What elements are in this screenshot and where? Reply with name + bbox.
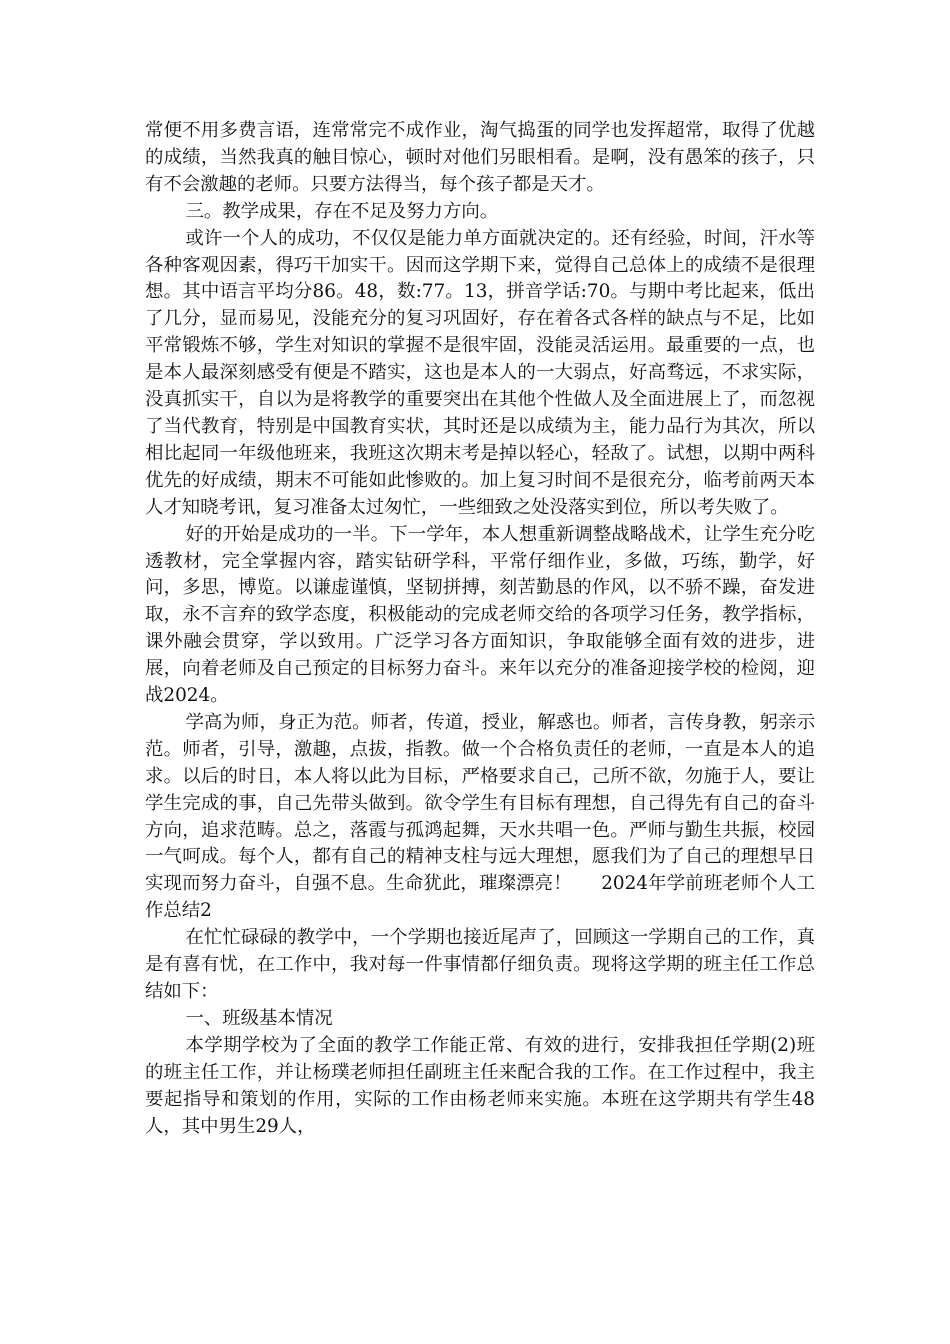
section-heading-class-info: 一、班级基本情况 (185, 1007, 333, 1029)
section-heading-results: 三。教学成果，存在不足及努力方向。 (185, 200, 499, 222)
paragraph-next-year-plan: 好的开始是成功的一半。下一学年，本人想重新调整战略战术，让学生充分吃透教材，完全掌握内容，踏实钻研学科，平常仔细作业，多做，巧练，勤学，好问，多思，博览。以谦虚谨慎，坚韧拼搏，刻苦勤恳的作风，以不骄不躁，奋发进取，永不言弃的致学态度，积极能动的完成老师交给的各项学习任务，教学指标，课外融会贯穿，学以致用。广泛学习各方面知识，争取能够全面有效的进步，进展，向着老师及自己预定的目标努力奋斗。来年以充分的准备迎接学校的检阅，迎战2024。 (145, 523, 815, 707)
document-title-part-2: 2024年学前班老师个人工作总结2 (145, 873, 815, 922)
document-page (145, 118, 815, 1140)
paragraph-class-info: 本学期学校为了全面的教学工作能正常、有效的进行，安排我担任学期(2)班的班主任工作，并让杨璞老师担任副班主任来配合我的工作。在工作过程中，我主要起指导和策划的作用，实际的工作由杨老师来实施。本班在这学期共有学生48人，其中男生29人， (145, 1034, 815, 1137)
paragraph-teacher-ideals-text: 学高为师，身正为范。师者，传道，授业，解惑也。师者，言传身教，躬亲示范。师者，引导，激趣，点拔，指教。做一个合格负责任的老师，一直是本人的追求。以后的时日，本人将以此为目标，严格要求自己，己所不欲，勿施于人，要让学生完成的事，自己先带头做到。欲令学生有目标有理想，自己得先有自己的奋斗方向，追求范畴。总之，落霞与孤鸿起舞，天水共唱一色。严师与勤生共振，校园一气呵成。每个人，都有自己的精神支柱与远大理想，愿我们为了自己的理想早日实现而努力奋斗，自强不息。生命犹此，璀璨漂亮！ (145, 711, 815, 895)
paragraph-teacher-ideals (145, 710, 815, 925)
paragraph-semester-review: 在忙忙碌碌的教学中，一个学期也接近尾声了，回顾这一学期自己的工作，真是有喜有忧，在工作中，我对每一件事情都仔细负责。现将这学期的班主任工作总结如下： (145, 927, 815, 1002)
paragraph-results: 或许一个人的成功，不仅仅是能力单方面就决定的。还有经验，时间，汗水等各种客观因素，得巧干加实干。因而这学期下来，觉得自己总体上的成绩不是很理想。其中语言平均分86。48，数:77。13，拼音学话:70。与期中考比起来，低出了几分，显而易见，没能充分的复习巩固好，存在着各式各样的缺点与不足，比如平常锻炼不够，学生对知识的掌握不是很牢固，没能灵活运用。最重要的一点，也是本人最深刻感受有便是不踏实，这也是本人的一大弱点，好高骛远，不求实际，没真抓实干，自以为是将教学的重要突出在其他个性做人及全面进展上了，而忽视了当代教育，特别是中国教育实状，其时还是以成绩为主，能力品行为其次，所以相比起同一年级他班来，我班这次期末考是掉以轻心，轻敌了。试想，以期中两科优先的好成绩，期末不可能如此惨败的。加上复习时间不是很充分，临考前两天本人才知晓考讯，复习准备太过匆忙，一些细致之处没落实到位，所以考失败了。 (145, 227, 815, 518)
paragraph-intro-continuation: 常便不用多费言语，连常常完不成作业，淘气捣蛋的同学也发挥超常，取得了优越的成绩，当然我真的触目惊心，顿时对他们另眼相看。是啊，没有愚笨的孩子，只有不会激趣的老师。只要方法得当，每个孩子都是天才。 (145, 120, 815, 195)
